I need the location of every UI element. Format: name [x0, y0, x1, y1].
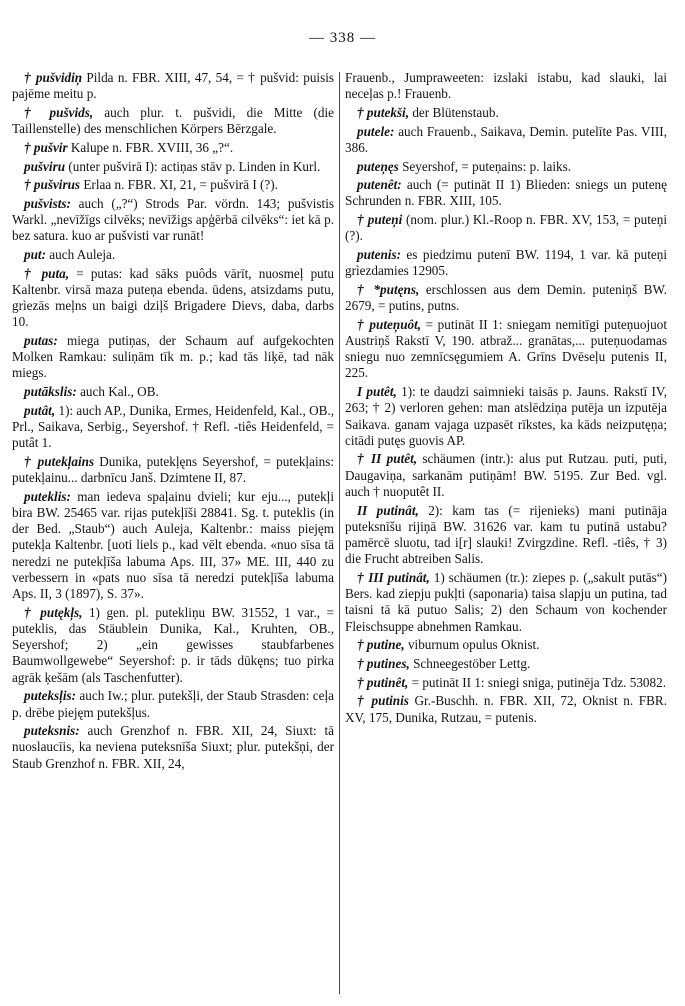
dictionary-entry: † putine, viburnum opulus Oknist.: [357, 637, 540, 653]
dictionary-entry: pušviru (unter pušvirā I): actiņas stāv p. Linden in Kurl.: [24, 158, 321, 174]
dictionary-entry: II putinât, 2): kam tas (= rijenieks) mani putināja puteksnīšu rijiņā BW. 31626 var. kam tu putinā ustabu? pamērcē sluotu, tad i[r] slauki! Zvirgzdine. Refl. -tiês, † 3) die Frucht abtreiben Salis.: [345, 502, 667, 567]
dictionary-entry: † putekši, der Blütenstaub.: [357, 104, 499, 120]
column-divider: [339, 72, 340, 994]
dictionary-entry: putât, 1): auch AP., Dunika, Ermes, Heidenfeld, Kal., OB., Prl., Saikava, Serbig., Seyershof. † Refl. -tiês Heidenfeld, = putât 1.: [12, 402, 334, 451]
page-number: — 338 —: [309, 30, 376, 46]
dictionary-entry: † pušvir Kalupe n. FBR. XVIII, 36 „?“.: [24, 139, 234, 155]
dictionary-entry: pušvists: auch („?“) Strods Par. vördn. 143; pušvistis Warkl. „nevīžīgs cilvēks; nevīžigs apģērbā cilvēks“: iet kā p. bez satura. kuo ar pušvisti var runāt!: [12, 195, 334, 244]
dictionary-entry: † puta, = putas: kad sāks puôds vārīt, nuosmeļ putu Kaltenbr. virsā maza puteņa ebenda. ūdens, atsizdams putu, grìezās meļns un baigi dziļš Brigadere Dievs, daba, darbs 10.: [12, 265, 334, 330]
dictionary-entry: puteņęs Seyershof, = puteņains: p. laiks.: [357, 158, 572, 174]
dictionary-entry: putas: miega putiņas, der Schaum auf aufgekochten Molken Ramkau: suliņām tīk m. p.; kad tās liķē, tad nāk miegs.: [12, 333, 334, 381]
dictionary-entry: I putêt, 1): te daudzi saimnieki taisās p. Jauns. Rakstī IV, 263; † 2) verloren gehen: man atslēdziņa putēja un izputēja Saikava. ganam vajaga uzpasēt rīkstes, ka kāds neizputęņa; citādi putęs guovis AP.: [345, 384, 667, 448]
dictionary-entry: puteksl̦is: auch Iw.; plur. putekšļi, der Staub Strasden: ceļa p. drēbe piejęm putekšļus.: [12, 688, 334, 720]
dictionary-entry: † *putęns, erschlossen aus dem Demin. puteniņš BW. 2679, = putins, putns.: [345, 281, 667, 314]
dictionary-entry: † putinis Gr.-Buschh. n. FBR. XII, 72, Oknist n. FBR. XV, 175, Dunika, Rutzau, = putenis.: [345, 693, 667, 725]
dictionary-entry: † pušvirus Erlaa n. FBR. XI, 21, = pušvirā I (?).: [24, 177, 278, 193]
dictionary-entry: puteksnis: auch Grenzhof n. FBR. XII, 24, Siuxt: tā nuoslaucīis, ka neviena puteksnīša Siuxt; plur. putekšņi, der Staub Grenzhof n. FBR. XII, 24,: [12, 723, 334, 771]
dictionary-entry: puteklis: man iedeva spaļainu dvieli; kur eju..., putekļi bira BW. 25465 var. rijas putekļīši 28841. Sg. t. puteklis (in der Bed. „Staub“) auch Auleja, Kaltenbr.: maiss piejęm putekļa Kaltenbr. [uoti liels p., kad vēlt ebenda. «nuo sīsa tā neredzi ne putekļīša labuma Aps. III, 37» ME. III, 440 zu verbessern in «pats nuo sīsa tā neredzi putekļīša labuma Aps. II, 3 (1897), S. 37».: [12, 488, 334, 602]
dictionary-entry: † putines, Schneegestöber Lettg.: [357, 655, 531, 671]
dictionary-entry: † II putêt, schäumen (intr.): alus put Rutzau. puti, puti, Daugaviņa, sarkanām putiņām! BW. 5195. Zur Bed. vgl. auch † nuoputêt II.: [345, 451, 667, 499]
dictionary-entry: putākslis: auch Kal., OB.: [24, 384, 159, 400]
dictionary-entry: putenis: es piedzimu putenī BW. 1194, 1 var. kā puteņi grìezdamies 12905.: [345, 247, 667, 279]
dictionary-entry: † pušvidiņ Pilda n. FBR. XIII, 47, 54, = † pušvid: puisis pajēme meitu p.: [12, 70, 334, 102]
dictionary-entry: Frauenb., Jumpraweeten: izslaki istabu, kad slauki, lai neceļas p.! Frauenb.: [345, 70, 667, 102]
dictionary-entry: † III putinât, 1) schäumen (tr.): ziepes p. („sakult putās“) Bers. kad ziepju pukļti (saponaria) taisa slapju un putina, tad taisni tā kā putuo Salis; 2) den Schaum von kochender Fleischsuppe abnehmen Ramkau.: [345, 569, 667, 634]
dictionary-entry: † putekļains Dunika, putekļęns Seyershof, = putekļains: putekļainu... darbnīcu Janš. Dzimtene II, 87.: [12, 453, 334, 486]
dictionary-entry: putele: auch Frauenb., Saikava, Demin. putelīte Pas. VIII, 386.: [345, 123, 667, 155]
dictionary-entry: putenêt: auch (= putināt II 1) Blieden: sniegs un putenę Schrunden n. FBR. XIII, 105.: [345, 177, 667, 209]
dictionary-entry: put: auch Auleja.: [24, 247, 116, 263]
dictionary-entry: † puteņi (nom. plur.) Kl.-Roop n. FBR. XV, 153, = puteņi (?).: [345, 212, 667, 244]
dictionary-entry: † pušvids, auch plur. t. pušvidi, die Mitte (die Taillenstelle) des menschlichen Körpers Bērzgale.: [12, 104, 334, 137]
left-column: [12, 70, 334, 1000]
dictionary-entry: † putękļs, 1) gen. pl. putekliņu BW. 31552, 1 var., = puteklis, das Stäublein Dunika, Kal., Kruhten, OB., Seyershof; 2) „ein gewisses staubfarbenes Baumwollgewebe“ Seyershof: p. ir tāds dūkęns; tuo pirka agrāk ķešām (als Taschenfutter).: [12, 604, 334, 685]
dictionary-entry: † puteņuôt, = putināt II 1: sniegam nemitīgi puteņuojuot Austriņš Rakstī V, 190. atbraž... granātas,... puteņuodamas sniegu nuo zemnīcsęgumiem A. Grīns Dvēseļu putenis II, 225.: [345, 316, 667, 381]
right-column: [345, 70, 667, 1000]
dictionary-entry: † putinêt, = putināt II 1: sniegi sniga, putinēja Tdz. 53082.: [357, 674, 667, 690]
